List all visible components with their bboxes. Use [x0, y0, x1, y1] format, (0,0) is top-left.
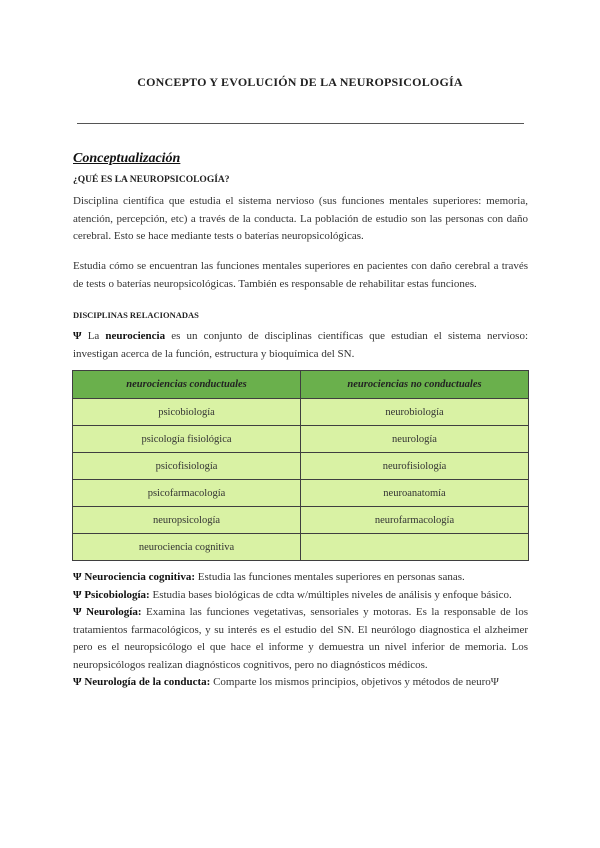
- table-cell: psicobiología: [73, 399, 301, 426]
- para3-prefix: La: [87, 330, 106, 342]
- definition-item: [73, 674, 528, 692]
- definition-text: Comparte los mismos principios, objetivos y métodos de neuroΨ: [210, 676, 499, 688]
- table-cell: psicología fisiológica: [73, 426, 301, 453]
- psi-icon: Ψ: [73, 588, 82, 601]
- table-cell: neurofisiología: [301, 453, 529, 480]
- table-cell: neurología: [301, 426, 529, 453]
- definition-term: Neurología de la conducta:: [84, 676, 211, 688]
- table-cell: neurociencia cognitiva: [73, 534, 301, 561]
- question-heading: ¿QUÉ ES LA NEUROPSICOLOGÍA?: [73, 175, 230, 185]
- table-cell: neurobiología: [301, 399, 529, 426]
- table-cell: psicofisiología: [73, 453, 301, 480]
- definitions-list: [73, 569, 528, 692]
- psi-icon: Ψ: [73, 571, 82, 583]
- definition-text: Estudia bases biológicas de cdta w/múltiples niveles de análisis y enfoque básico.: [149, 588, 512, 601]
- table-row: [73, 507, 529, 534]
- definition-text: Estudia las funciones mentales superiores en personas sanas.: [195, 571, 465, 583]
- table-header-cell: neurociencias no conductuales: [301, 371, 529, 399]
- table-cell: neuropsicología: [73, 507, 301, 534]
- definition-term: Psicobiología:: [84, 588, 150, 601]
- paragraph-neuroscience: [73, 328, 528, 363]
- para3-term: neurociencia: [105, 330, 166, 342]
- table-row: [73, 534, 529, 561]
- section-heading: Conceptualización: [73, 151, 181, 166]
- psi-icon: Ψ: [73, 606, 82, 618]
- table-cell: [301, 534, 529, 561]
- disciplines-table: [72, 370, 529, 561]
- definition-item: [73, 587, 528, 605]
- table-row: [73, 399, 529, 426]
- table-cell: neuroanatomía: [301, 480, 529, 507]
- related-disciplines-heading: DISCIPLINAS RELACIONADAS: [73, 310, 199, 320]
- table-cell: psicofarmacología: [73, 480, 301, 507]
- table-row: [73, 453, 529, 480]
- definition-term: Neurología:: [86, 606, 142, 618]
- table-row: [73, 480, 529, 507]
- table-header-row: [73, 371, 529, 399]
- psi-icon: Ψ: [73, 676, 82, 688]
- para3-rest: es un conjunto de disciplinas científicas que estudian el sistema nervioso: investigan acerca de la función, estructura y bioquímica del SN.: [73, 330, 528, 360]
- table-cell: neurofarmacología: [301, 507, 529, 534]
- paragraph-study: Estudia cómo se encuentran las funciones mentales superiores en pacientes con daño cerebral a través de tests o baterías neuropsicológicas. También es responsable de rehabilitar estas funciones.: [73, 260, 528, 290]
- definition-term: Neurociencia cognitiva:: [84, 571, 196, 583]
- definition-item: [73, 569, 528, 587]
- psi-icon: Ψ: [73, 330, 82, 342]
- definition-text: Examina las funciones vegetativas, sensoriales y motoras. Es la responsable de los tratamientos farmacológicos, y su interés es el estudio del SN. El neurólogo diagnostica el alzheimer pero es el neuropsicólogo el que hace el informe y demuestra un nivel inferior de memoria. Los neuropsicólogos realizan diagnósticos cognitivos, pero no diagnósticos médicos.: [73, 606, 528, 671]
- title-divider: [77, 123, 524, 124]
- table-header-cell: neurociencias conductuales: [73, 371, 301, 399]
- document-title: CONCEPTO Y EVOLUCIÓN DE LA NEUROPSICOLOGÍA: [137, 75, 463, 89]
- table-row: [73, 426, 529, 453]
- paragraph-definition: Disciplina científica que estudia el sistema nervioso (sus funciones mentales superiores: memoria, atención, percepción, etc) a través de la conducta. La población de estudio son las personas con daño cerebral. Esto se hace mediante tests o baterías neuropsicológicas.: [73, 195, 528, 242]
- definition-item: [73, 604, 528, 674]
